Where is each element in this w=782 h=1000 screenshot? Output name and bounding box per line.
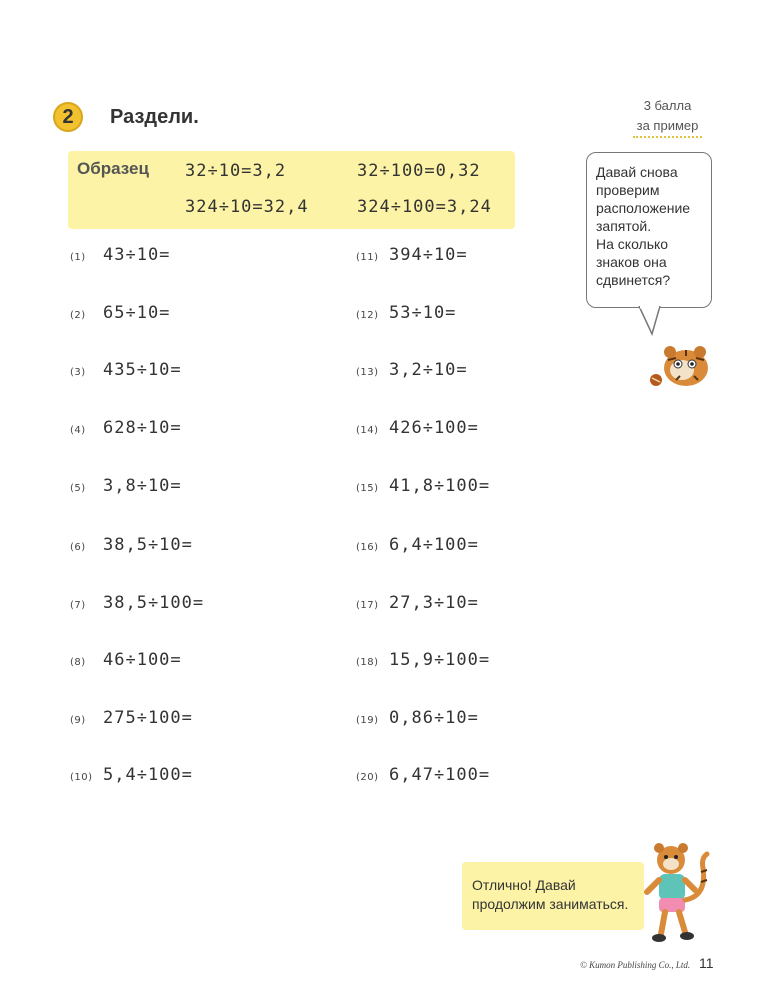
problem-item [356,765,490,785]
problem-number: (3) [70,367,86,378]
problem-expression: 0,86÷10= [389,708,479,728]
problem-item [356,708,479,728]
hint-speech-bubble [586,152,712,308]
score-line-1: 3 балла [643,98,692,113]
problem-item [70,708,193,728]
copyright-text: © Kumon Publishing Co., Ltd. [580,960,691,970]
problem-number: (1) [70,252,86,263]
sample-equation: 32÷100=0,32 [357,161,481,181]
hint-line: На сколько [596,236,669,252]
sample-equation: 324÷100=3,24 [357,197,492,217]
sample-equation: 324÷10=32,4 [185,197,309,217]
problem-number: (15) [356,483,379,494]
encouragement-box [462,862,644,930]
problem-expression: 41,8÷100= [389,476,491,496]
problem-expression: 426÷100= [389,418,479,438]
sample-equation: 32÷10=3,2 [185,161,287,181]
problem-number: (9) [70,715,86,726]
problem-number: (10) [70,772,93,783]
problem-item [70,476,182,496]
problem-expression: 435÷10= [103,360,182,380]
problem-number: (19) [356,715,379,726]
score-note [620,96,715,138]
problem-expression: 6,4÷100= [389,535,479,555]
problem-item [70,765,193,785]
hint-line: расположение [596,200,691,216]
hint-line: проверим [596,182,660,198]
problem-item [356,476,490,496]
tiger-character-icon [637,838,717,948]
score-line-2: за пример [633,116,703,138]
problem-item [356,650,490,670]
problem-expression: 3,2÷10= [389,360,468,380]
exercise-title: Раздели. [110,106,199,128]
problem-number: (17) [356,600,379,611]
problem-expression: 38,5÷100= [103,593,205,613]
problem-expression: 5,4÷100= [103,765,193,785]
problem-item [70,418,182,438]
hint-line: сдвинется? [596,272,671,288]
page-number: 11 [699,955,714,971]
problem-item [356,360,468,380]
problem-expression: 46÷100= [103,650,182,670]
problem-expression: 275÷100= [103,708,193,728]
problem-expression: 3,8÷10= [103,476,182,496]
problem-number: (7) [70,600,86,611]
sample-label: Образец [77,159,149,178]
problem-expression: 394÷10= [389,245,468,265]
problem-item [356,418,479,438]
problem-expression: 6,47÷100= [389,765,491,785]
encouragement-line-1: Отлично! Давай [472,877,576,893]
hint-line: знаков она [596,254,667,270]
problem-item [70,535,193,555]
problem-number: (8) [70,657,86,668]
problem-number: (12) [356,310,379,321]
problem-expression: 27,3÷10= [389,593,479,613]
problem-number: (5) [70,483,86,494]
problem-item [70,303,170,323]
encouragement-line-2: продолжим заниматься. [472,896,629,912]
problem-item [356,535,479,555]
problem-expression: 53÷10= [389,303,457,323]
problem-item [356,303,456,323]
problem-item [356,245,468,265]
exercise-number-badge: 2 [53,102,83,132]
problem-number: (2) [70,310,86,321]
problem-expression: 15,9÷100= [389,650,491,670]
problem-number: (20) [356,772,379,783]
problem-number: (14) [356,425,379,436]
problem-number: (16) [356,542,379,553]
problem-item [70,245,170,265]
problem-item [70,593,204,613]
hint-line: запятой. [596,218,652,234]
hint-line: Давай снова [596,164,678,180]
problem-number: (11) [356,252,379,263]
problem-item [356,593,479,613]
problem-item [70,650,182,670]
tiger-mascot-icon [646,340,716,390]
problem-item [70,360,182,380]
problem-expression: 38,5÷10= [103,535,193,555]
problem-number: (4) [70,425,86,436]
problem-expression: 65÷10= [103,303,171,323]
problem-number: (18) [356,657,379,668]
speech-bubble-tail [638,306,662,336]
problem-expression: 43÷10= [103,245,171,265]
problem-expression: 628÷10= [103,418,182,438]
problem-number: (13) [356,367,379,378]
problem-number: (6) [70,542,86,553]
sample-box [68,151,515,229]
